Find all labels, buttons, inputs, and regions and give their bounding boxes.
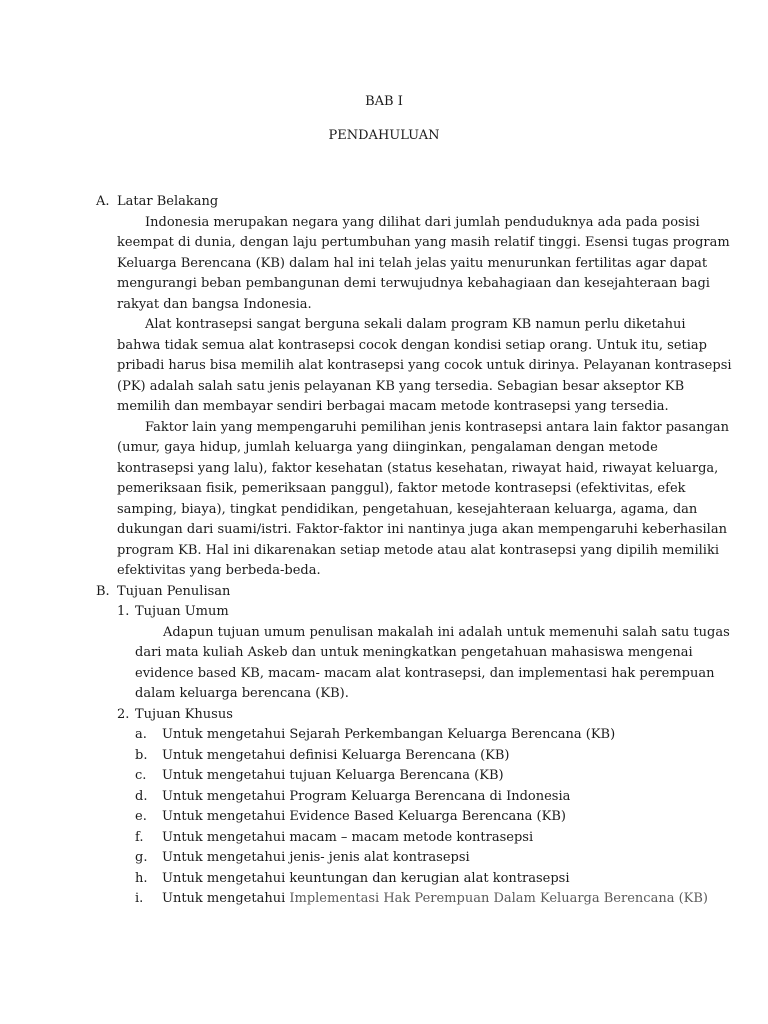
chapter-title: PENDAHULUAN (328, 128, 440, 143)
paragraph-line: pemeriksaan fisik, pemeriksaan panggul), faktor metode kontrasepsi (efektivitas, efek (117, 481, 686, 496)
section-b-letter: B. (96, 583, 110, 599)
paragraph-line: bahwa tidak semua alat kontrasepsi cocok dengan kondisi setiap orang. Untuk itu, setiap (117, 337, 707, 353)
list-item: Untuk mengetahui macam – macam metode kontrasepsi (162, 829, 534, 845)
subsection-2-heading: Tujuan Khusus (135, 706, 233, 722)
paragraph-line: Keluarga Berencana (KB) dalam hal ini telah jelas yaitu menurunkan fertilitas agar dapat (117, 255, 708, 271)
paragraph-line: Alat kontrasepsi sangat berguna sekali dalam program KB namun perlu diketahui (145, 317, 686, 332)
list-item: Untuk mengetahui Program Keluarga Berencana di Indonesia (162, 788, 571, 804)
section-a-letter: A. (96, 194, 110, 209)
paragraph-line: kontrasepsi yang lalu), faktor kesehatan (status kesehatan, riwayat haid, riwayat keluarga, (117, 460, 719, 476)
list-item: Untuk mengetahui definisi Keluarga Berencana (KB) (162, 747, 510, 763)
section-a-paragraph-3 (117, 418, 729, 582)
subsection-2-number: 2. (117, 706, 130, 722)
paragraph-line: efektivitas yang berbeda-beda. (117, 563, 321, 578)
paragraph-line: keempat di dunia, dengan laju pertumbuhan yang masih relatif tinggi. Esensi tugas program (117, 235, 730, 250)
paragraph-line: Adapun tujuan umum penulisan makalah ini adalah untuk memenuhi salah satu tugas (163, 624, 730, 640)
section-a-paragraph-1 (117, 213, 730, 316)
chapter-number: BAB I (365, 94, 403, 109)
section-a-paragraph-2 (117, 315, 732, 418)
list-item-text-grey: Implementasi Hak Perempuan Dalam Keluarga Berencana (KB) (289, 891, 708, 906)
list-item-text: Untuk mengetahui (162, 891, 290, 906)
paragraph-line: (PK) adalah salah satu jenis pelayanan KB yang tersedia. Sebagian besar akseptor KB (117, 378, 685, 394)
paragraph-line: mengurangi beban pembangunan demi terwujudnya kebahagiaan dan kesejahteraan bagi (117, 276, 710, 291)
paragraph-line: dukungan dari suami/istri. Faktor-faktor ini nantinya juga akan mempengaruhi keberhasilan (117, 522, 727, 537)
section-b-heading: Tujuan Penulisan (117, 583, 231, 599)
paragraph-line: evidence based KB, macam- macam alat kontrasepsi, dan implementasi hak perempuan (135, 665, 715, 681)
paragraph-line: program KB. Hal ini dikarenakan setiap metode atau alat kontrasepsi yang dipilih memiliki (117, 542, 719, 558)
list-item: Untuk mengetahui Evidence Based Keluarga Berencana (KB) (162, 809, 566, 824)
paragraph-line: Indonesia merupakan negara yang dilihat dari jumlah penduduknya ada pada posisi (145, 214, 700, 230)
paragraph-line: (umur, gaya hidup, jumlah keluarga yang diinginkan, pengalaman dengan metode (117, 440, 658, 455)
paragraph-line: dari mata kuliah Askeb dan untuk meningkatkan pengetahuan mahasiswa mengenai (135, 645, 693, 660)
list-item-marker: d. (135, 788, 148, 804)
list-item-marker: h. (135, 870, 148, 886)
subsection-1-number: 1. (117, 604, 130, 619)
list-item: Untuk mengetahui tujuan Keluarga Berencana (KB) (162, 768, 504, 783)
list-item-marker: a. (135, 727, 147, 742)
list-item-marker: f. (135, 829, 144, 845)
list-item: Untuk mengetahui Sejarah Perkembangan Keluarga Berencana (KB) (162, 727, 616, 742)
paragraph-line: rakyat dan bangsa Indonesia. (117, 296, 312, 312)
list-item-marker: b. (135, 747, 148, 763)
paragraph-line: Faktor lain yang mempengaruhi pemilihan jenis kontrasepsi antara lain faktor pasangan (145, 419, 730, 435)
paragraph-line: pribadi harus bisa memilih alat kontrasepsi yang cocok untuk dirinya. Pelayanan kontrasepsi (117, 358, 732, 373)
section-a-heading: Latar Belakang (117, 194, 219, 209)
paragraph-line: memilih dan membayar sendiri berbagai macam metode kontrasepsi yang tersedia. (117, 399, 669, 414)
list-item-marker: c. (135, 768, 147, 783)
subsection-1-paragraph (135, 623, 730, 705)
list-item: Untuk mengetahui keuntungan dan kerugian alat kontrasepsi (162, 870, 570, 886)
list-item: Untuk mengetahui jenis- jenis alat kontrasepsi (162, 850, 470, 865)
paragraph-line: dalam keluarga berencana (KB). (135, 686, 349, 701)
paragraph-line: samping, biaya), tingkat pendidikan, pengetahuan, kesejahteraan keluarga, agama, dan (117, 501, 698, 517)
list-item (162, 889, 708, 910)
list-item-marker: g. (135, 850, 148, 865)
list-item-marker: e. (135, 809, 147, 824)
subsection-1-heading: Tujuan Umum (135, 604, 229, 619)
list-item-marker: i. (135, 891, 144, 906)
